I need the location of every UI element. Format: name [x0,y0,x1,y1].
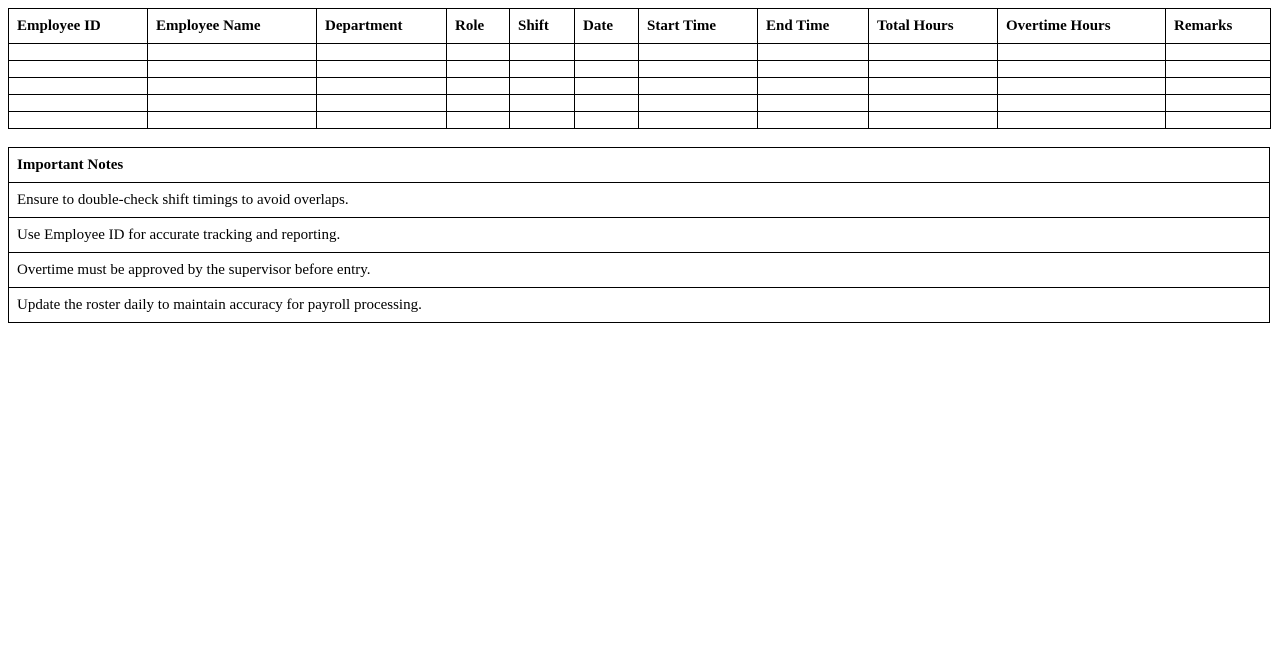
table-cell[interactable] [639,61,758,78]
table-cell[interactable] [510,112,575,129]
table-cell[interactable] [758,95,869,112]
table-row [9,112,1271,129]
note-item: Ensure to double-check shift timings to avoid overlaps. [9,183,1270,218]
column-header-remarks: Remarks [1166,9,1271,44]
table-cell[interactable] [998,44,1166,61]
roster-body [9,44,1271,129]
table-cell[interactable] [639,44,758,61]
table-cell[interactable] [998,95,1166,112]
note-item: Overtime must be approved by the supervisor before entry. [9,253,1270,288]
column-header-total-hours: Total Hours [869,9,998,44]
table-cell[interactable] [447,44,510,61]
table-cell[interactable] [869,112,998,129]
table-cell[interactable] [9,44,148,61]
note-row [9,253,1270,288]
table-cell[interactable] [575,78,639,95]
table-cell[interactable] [1166,44,1271,61]
table-cell[interactable] [148,61,317,78]
table-cell[interactable] [9,112,148,129]
table-cell[interactable] [758,44,869,61]
table-cell[interactable] [317,112,447,129]
table-cell[interactable] [639,95,758,112]
table-cell[interactable] [510,95,575,112]
important-notes-table [8,147,1270,323]
column-header-date: Date [575,9,639,44]
table-cell[interactable] [1166,78,1271,95]
column-header-employee-id: Employee ID [9,9,148,44]
note-row [9,218,1270,253]
table-cell[interactable] [148,112,317,129]
table-cell[interactable] [758,112,869,129]
important-notes-title: Important Notes [9,148,1270,183]
table-cell[interactable] [869,95,998,112]
notes-header-row [9,148,1270,183]
column-header-shift: Shift [510,9,575,44]
table-row [9,78,1271,95]
table-cell[interactable] [758,61,869,78]
table-cell[interactable] [639,78,758,95]
table-row [9,95,1271,112]
table-cell[interactable] [510,44,575,61]
column-header-employee-name: Employee Name [148,9,317,44]
column-header-start-time: Start Time [639,9,758,44]
table-cell[interactable] [998,78,1166,95]
table-cell[interactable] [148,78,317,95]
table-cell[interactable] [758,78,869,95]
table-cell[interactable] [575,61,639,78]
note-row [9,183,1270,218]
table-cell[interactable] [869,78,998,95]
table-cell[interactable] [9,78,148,95]
column-header-department: Department [317,9,447,44]
table-cell[interactable] [148,95,317,112]
table-cell[interactable] [998,61,1166,78]
table-cell[interactable] [639,112,758,129]
column-header-end-time: End Time [758,9,869,44]
table-cell[interactable] [447,112,510,129]
table-cell[interactable] [317,95,447,112]
table-cell[interactable] [148,44,317,61]
table-cell[interactable] [9,95,148,112]
table-cell[interactable] [1166,112,1271,129]
table-cell[interactable] [447,78,510,95]
roster-table [8,8,1271,129]
table-cell[interactable] [1166,95,1271,112]
table-cell[interactable] [317,61,447,78]
table-cell[interactable] [998,112,1166,129]
table-cell[interactable] [510,78,575,95]
note-item: Use Employee ID for accurate tracking and reporting. [9,218,1270,253]
table-row [9,61,1271,78]
table-cell[interactable] [869,44,998,61]
table-cell[interactable] [575,95,639,112]
table-cell[interactable] [869,61,998,78]
table-cell[interactable] [447,95,510,112]
note-row [9,288,1270,323]
table-cell[interactable] [9,61,148,78]
table-cell[interactable] [1166,61,1271,78]
table-cell[interactable] [317,78,447,95]
table-cell[interactable] [317,44,447,61]
note-item: Update the roster daily to maintain accuracy for payroll processing. [9,288,1270,323]
roster-header-row [9,9,1271,44]
table-cell[interactable] [447,61,510,78]
column-header-role: Role [447,9,510,44]
table-cell[interactable] [510,61,575,78]
table-cell[interactable] [575,112,639,129]
column-header-overtime-hours: Overtime Hours [998,9,1166,44]
table-row [9,44,1271,61]
table-cell[interactable] [575,44,639,61]
